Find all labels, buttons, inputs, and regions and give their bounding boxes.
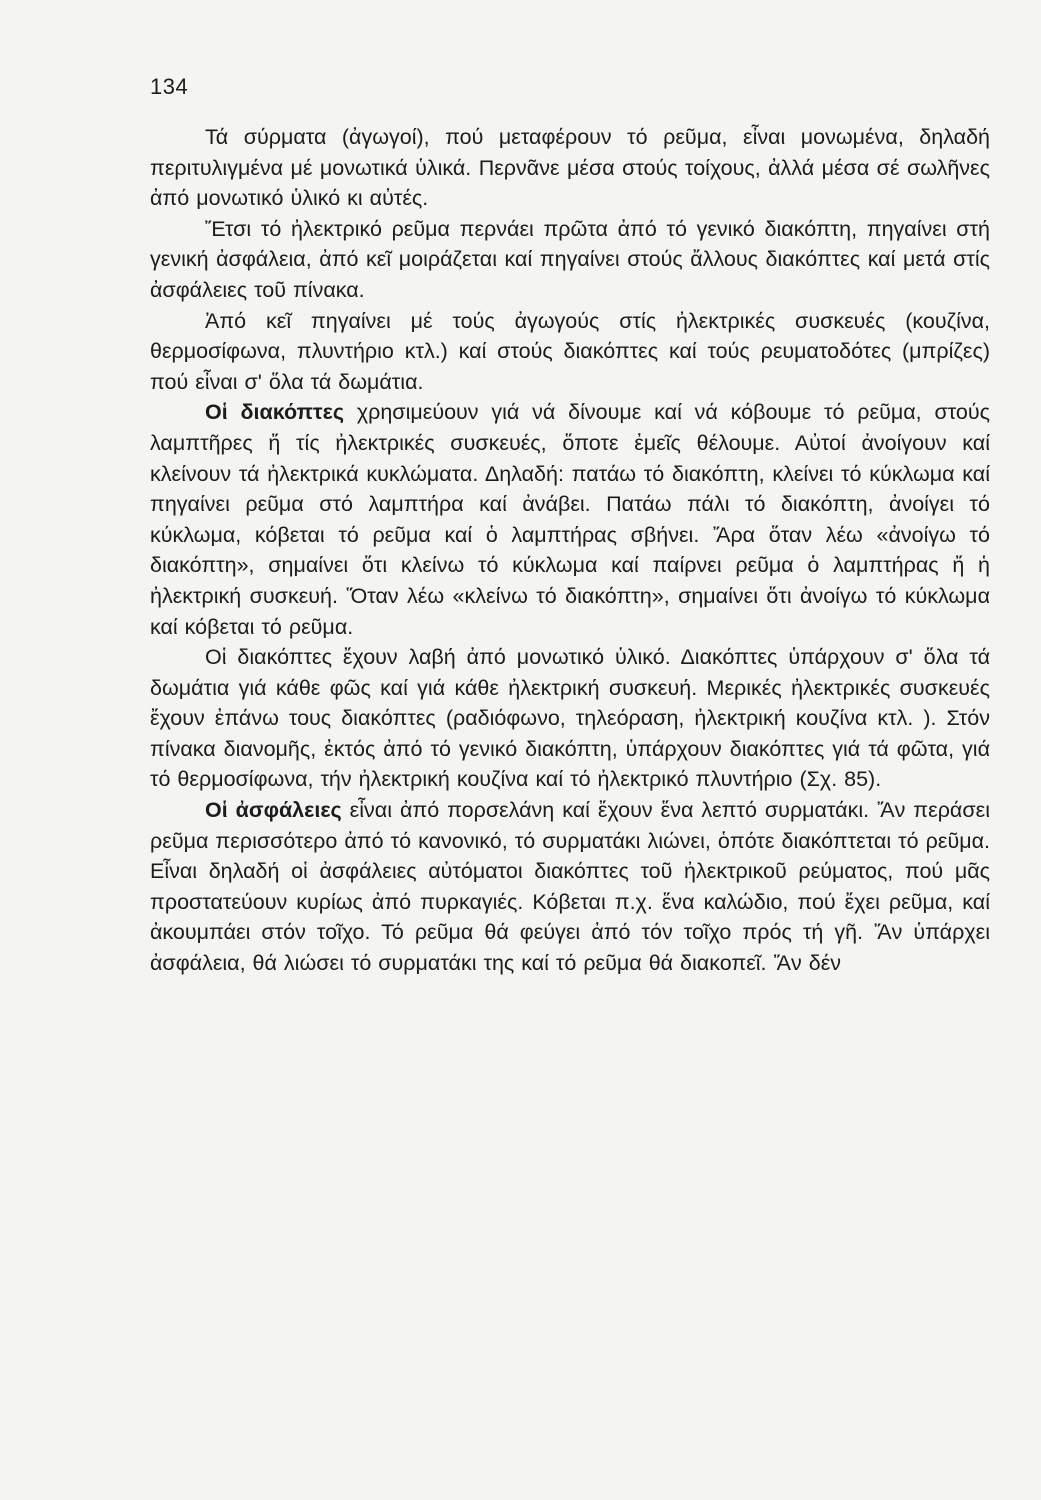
page-number: 134 (150, 74, 189, 99)
term-fuses: Οἱ ἀσφάλειες (205, 798, 342, 823)
term-switches: Οἱ διακόπτες (205, 400, 344, 425)
paragraph-current-path: Ἔτσι τό ἠλεκτρικό ρεῦμα περνάει πρῶτα ἀπό τό γενικό διακόπτη, πηγαίνει στή γενική ἀσφάλεια, ἀπό κεῖ μοιράζεται καί πηγαίνει στούς ἄλλους διακόπτες καί μετά στίς ἀσφάλειες τοῦ πίνακα. (150, 216, 990, 302)
paragraph-fuses (150, 795, 990, 979)
paragraph-appliances: Ἀπό κεῖ πηγαίνει μέ τούς ἀγωγούς στίς ἠλεκτρικές συσκευές (κουζίνα, θερμοσίφωνα, πλυντήριο κτλ.) καί στούς διακόπτες καί τούς ρευματοδότες (μπρίζες) πού εἶναι σ' ὅλα τά δωμάτια. (150, 308, 990, 394)
paragraph-switches (150, 397, 990, 642)
paragraph-wires: Τά σύρματα (ἀγωγοί), πού μεταφέρουν τό ρεῦμα, εἶναι μονωμένα, δηλαδή περιτυλιγμένα μέ μονωτικά ὑλικά. Περνᾶνε μέσα στούς τοίχους, ἀλλά μέσα σέ σωλῆνες ἀπό μονωτικό ὑλικό κι αὐτές. (150, 125, 990, 211)
paragraph-switch-handles: Οἱ διακόπτες ἔχουν λαβή ἀπό μονωτικό ὑλικό. Διακόπτες ὑπάρχουν σ' ὅλα τά δωμάτια γιά κάθε φῶς καί γιά κάθε ἠλεκτρική συσκευή. Μερικές ἠλεκτρικές συσκευές ἔχουν ἐπάνω τους διακόπτες (ραδιόφωνο, τηλεόραση, ἠλεκτρική κουζίνα κτλ. ). Στόν πίνακα διανομῆς, ἐκτός ἀπό τό γενικό διακόπτη, ὑπάρχουν διακόπτες γιά τά φῶτα, γιά τό θερμοσίφωνα, τήν ἠλεκτρική κουζίνα καί τό ἠλεκτρικό πλυντήριο (Σχ. 85). (150, 645, 990, 792)
paragraph-switches-text: χρησιμεύουν γιά νά δίνουμε καί νά κόβουμε τό ρεῦμα, στούς λαμπτῆρες ἤ τίς ἠλεκτρικές συσκευές, ὅποτε ἐμεῖς θέλουμε. Αὐτοί ἀνοίγουν καί κλείνουν τά ἠλεκτρικά κυκλώματα. Δηλαδή: πατάω τό διακόπτη, κλείνει τό κύκλωμα καί πηγαίνει ρεῦμα στό λαμπτήρα καί ἀνάβει. Πατάω πάλι τό διακόπτη, ἀνοίγει τό κύκλωμα, κόβεται τό ρεῦμα καί ὁ λαμπτήρας σβήνει. Ἄρα ὅταν λέω «ἀνοίγω τό διακόπτη», σημαίνει ὅτι κλείνω τό κύκλωμα καί παίρνει ρεῦμα ὁ λαμπτήρας ἤ ἡ ἠλεκτρική συσκευή. Ὅταν λέω «κλείνω τό διακόπτη», σημαίνει ὅτι ἀνοίγω τό κύκλωμα καί κόβεται τό ρεῦμα. (150, 400, 990, 639)
paragraph-fuses-text: εἶναι ἀπό πορσελάνη καί ἔχουν ἕνα λεπτό συρματάκι. Ἄν περάσει ρεῦμα περισσότερο ἀπό τό κανονικό, τό συρματάκι λιώνει, ὁπότε διακόπτεται τό ρεῦμα. Εἶναι δηλαδή οἱ ἀσφάλειες αὐτόματοι διακόπτες τοῦ ἠλεκτρικοῦ ρεύματος, πού μᾶς προστατεύουν κυρίως ἀπό πυρκαγιές. Κόβεται π.χ. ἕνα καλώδιο, πού ἔχει ρεῦμα, καί ἀκουμπάει στόν τοῖχο. Τό ρεῦμα θά φεύγει ἀπό τόν τοῖχο πρός τή γῆ. Ἄν ὑπάρχει ἀσφάλεια, θά λιώσει τό συρματάκι της καί τό ρεῦμα θά διακοπεῖ. Ἄν δέν (150, 798, 990, 976)
body-text (150, 122, 990, 979)
